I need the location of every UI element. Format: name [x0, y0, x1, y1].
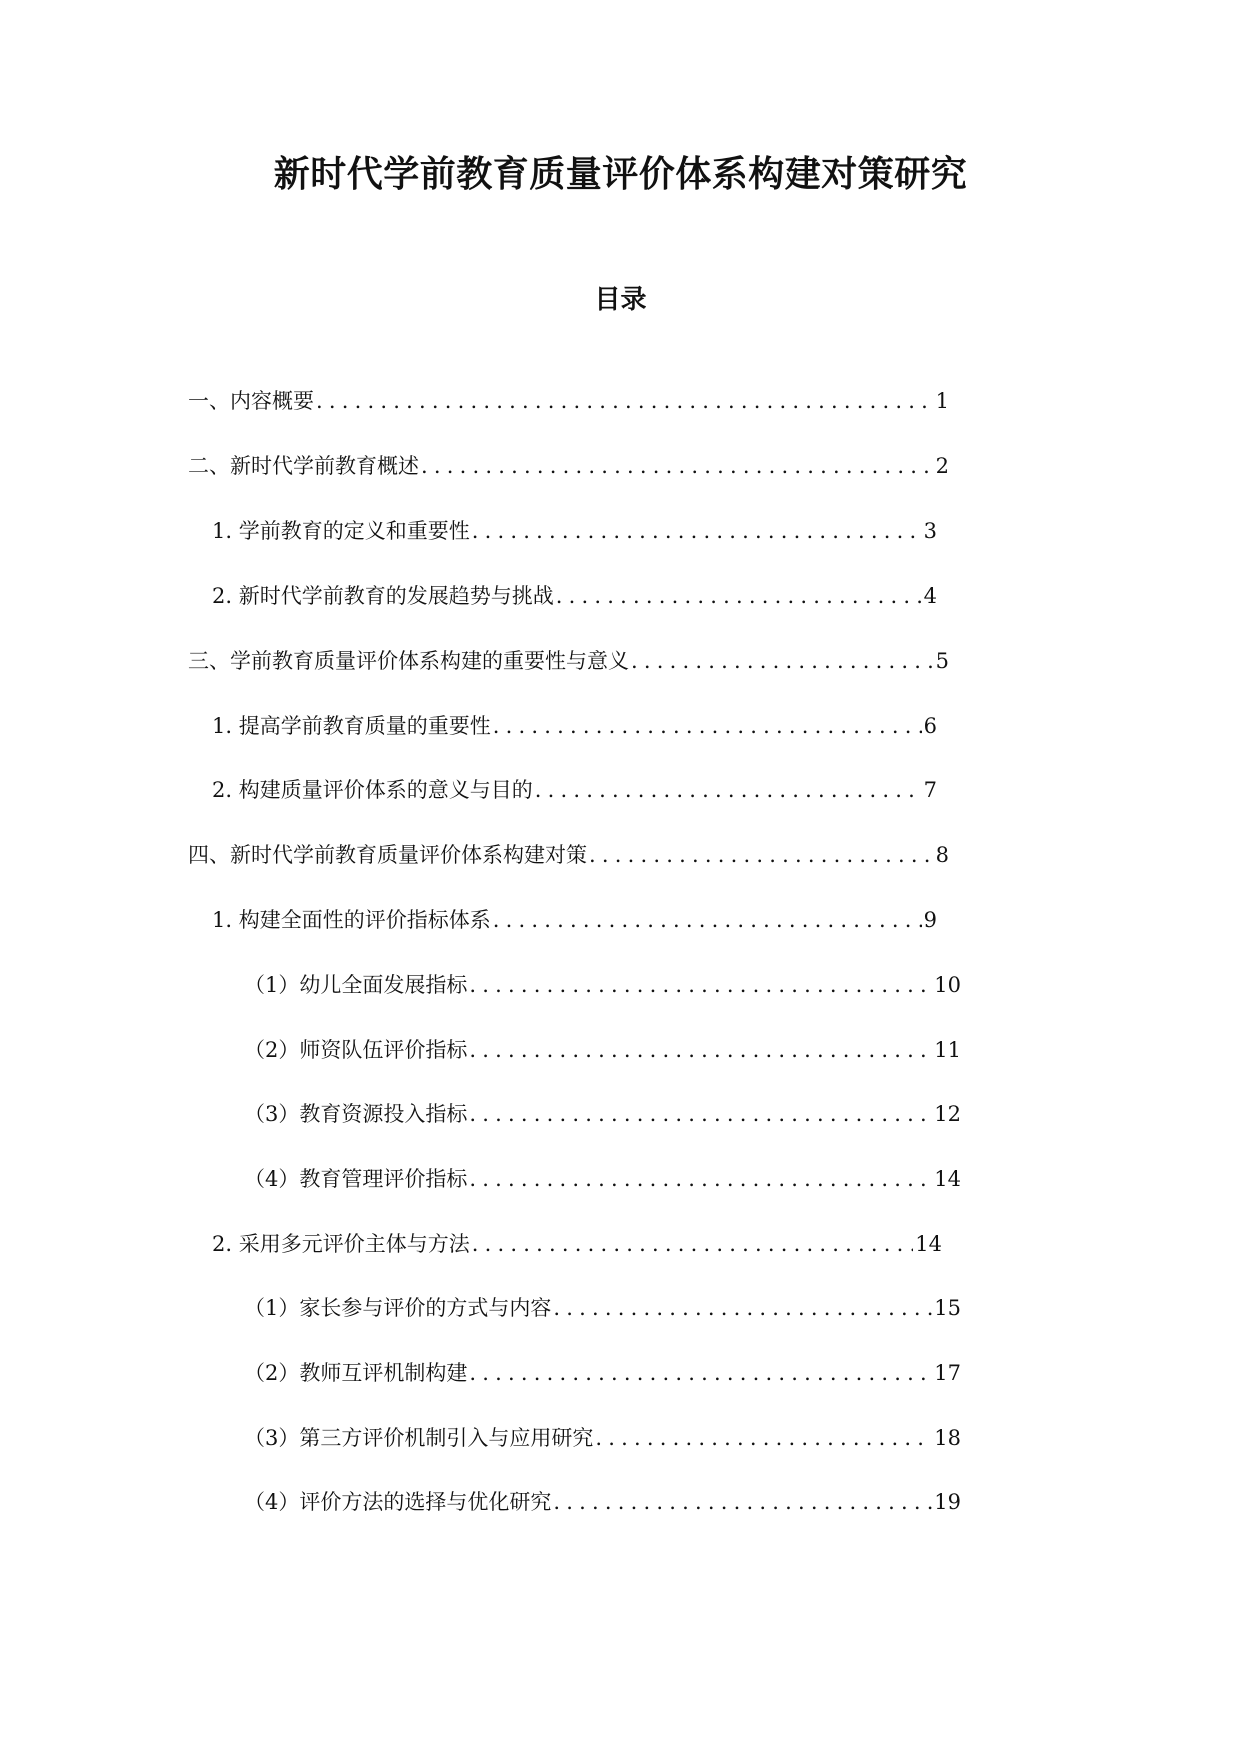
toc-page-number: 6 [923, 714, 937, 738]
toc-leader-dots [593, 1423, 932, 1453]
toc-entry[interactable] [244, 970, 961, 1000]
toc-entry-label: （4）教育管理评价指标 [244, 1167, 468, 1191]
toc-entry-label: 1. 构建全面性的评价指标体系 [212, 908, 491, 932]
toc-entry-label: （3）教育资源投入指标 [244, 1102, 468, 1126]
toc-entry-label: 三、学前教育质量评价体系构建的重要性与意义 [188, 649, 629, 673]
toc-entry[interactable] [212, 711, 937, 741]
toc-page-number: 4 [923, 584, 937, 608]
toc-page-number: 10 [934, 973, 961, 997]
toc-entry-label: 一、内容概要 [188, 389, 314, 413]
toc-leader-dots [470, 1229, 914, 1259]
toc-leader-dots [467, 1035, 932, 1065]
toc-leader-dots [551, 1293, 932, 1323]
toc-leader-dots [551, 1487, 932, 1517]
toc-page-number: 18 [934, 1426, 961, 1450]
toc-entry[interactable] [212, 905, 937, 935]
toc-entry[interactable] [188, 386, 949, 416]
toc-page-number: 19 [934, 1490, 961, 1514]
toc-entry[interactable] [212, 775, 937, 805]
toc-entry[interactable] [188, 840, 949, 870]
toc-leader-dots [587, 840, 934, 870]
toc-entry[interactable] [244, 1293, 961, 1323]
toc-leader-dots [419, 451, 934, 481]
toc-entry[interactable] [244, 1423, 961, 1453]
toc-leader-dots [470, 516, 922, 546]
toc-entry[interactable] [244, 1164, 961, 1194]
toc-entry[interactable] [244, 1099, 961, 1129]
toc-page-number: 3 [923, 519, 937, 543]
toc-page-number: 15 [934, 1296, 961, 1320]
toc-entry-label: （3）第三方评价机制引入与应用研究 [244, 1426, 594, 1450]
toc-page-number: 11 [934, 1038, 961, 1062]
toc-entry-label: （1）家长参与评价的方式与内容 [244, 1296, 552, 1320]
toc-entry-label: 2. 构建质量评价体系的意义与目的 [212, 778, 533, 802]
toc-entry[interactable] [244, 1487, 961, 1517]
toc-page-number: 7 [923, 778, 937, 802]
toc-entry[interactable] [212, 516, 937, 546]
toc-leader-dots [491, 905, 922, 935]
toc-page-number: 17 [934, 1361, 961, 1385]
toc-page-number: 9 [923, 908, 937, 932]
toc-leader-dots [533, 775, 922, 805]
toc-leader-dots [554, 581, 922, 611]
toc-leader-dots [467, 1099, 932, 1129]
toc-entry[interactable] [212, 1229, 942, 1259]
toc-entry[interactable] [244, 1358, 961, 1388]
toc-entry-label: （1）幼儿全面发展指标 [244, 973, 468, 997]
toc-heading: 目录 [594, 285, 647, 315]
toc-entry[interactable] [244, 1035, 961, 1065]
toc-page-number: 8 [935, 843, 949, 867]
toc-entry-label: 1. 提高学前教育质量的重要性 [212, 714, 491, 738]
toc-page-number: 1 [935, 389, 949, 413]
toc-entry-label: （2）教师互评机制构建 [244, 1361, 468, 1385]
toc-entry-label: （4）评价方法的选择与优化研究 [244, 1490, 552, 1514]
toc-leader-dots [629, 646, 934, 676]
toc-entry-label: 二、新时代学前教育概述 [188, 454, 419, 478]
toc-entry[interactable] [212, 581, 937, 611]
document-title: 新时代学前教育质量评价体系构建对策研究 [273, 153, 968, 195]
toc-leader-dots [467, 1358, 932, 1388]
toc-leader-dots [467, 970, 932, 1000]
toc-page-number: 14 [934, 1167, 961, 1191]
toc-entry-label: 1. 学前教育的定义和重要性 [212, 519, 470, 543]
toc-page-number: 14 [915, 1232, 942, 1256]
toc-leader-dots [314, 386, 934, 416]
toc-entry-label: 四、新时代学前教育质量评价体系构建对策 [188, 843, 587, 867]
toc-entry-label: 2. 新时代学前教育的发展趋势与挑战 [212, 584, 554, 608]
toc-page-number: 12 [934, 1102, 961, 1126]
toc-leader-dots [491, 711, 922, 741]
toc-entry[interactable] [188, 646, 949, 676]
toc-entry-label: 2. 采用多元评价主体与方法 [212, 1232, 470, 1256]
toc-entry-label: （2）师资队伍评价指标 [244, 1038, 468, 1062]
toc-entry[interactable] [188, 451, 949, 481]
toc-page-number: 2 [935, 454, 949, 478]
toc-page-number: 5 [935, 649, 949, 673]
toc-leader-dots [467, 1164, 932, 1194]
